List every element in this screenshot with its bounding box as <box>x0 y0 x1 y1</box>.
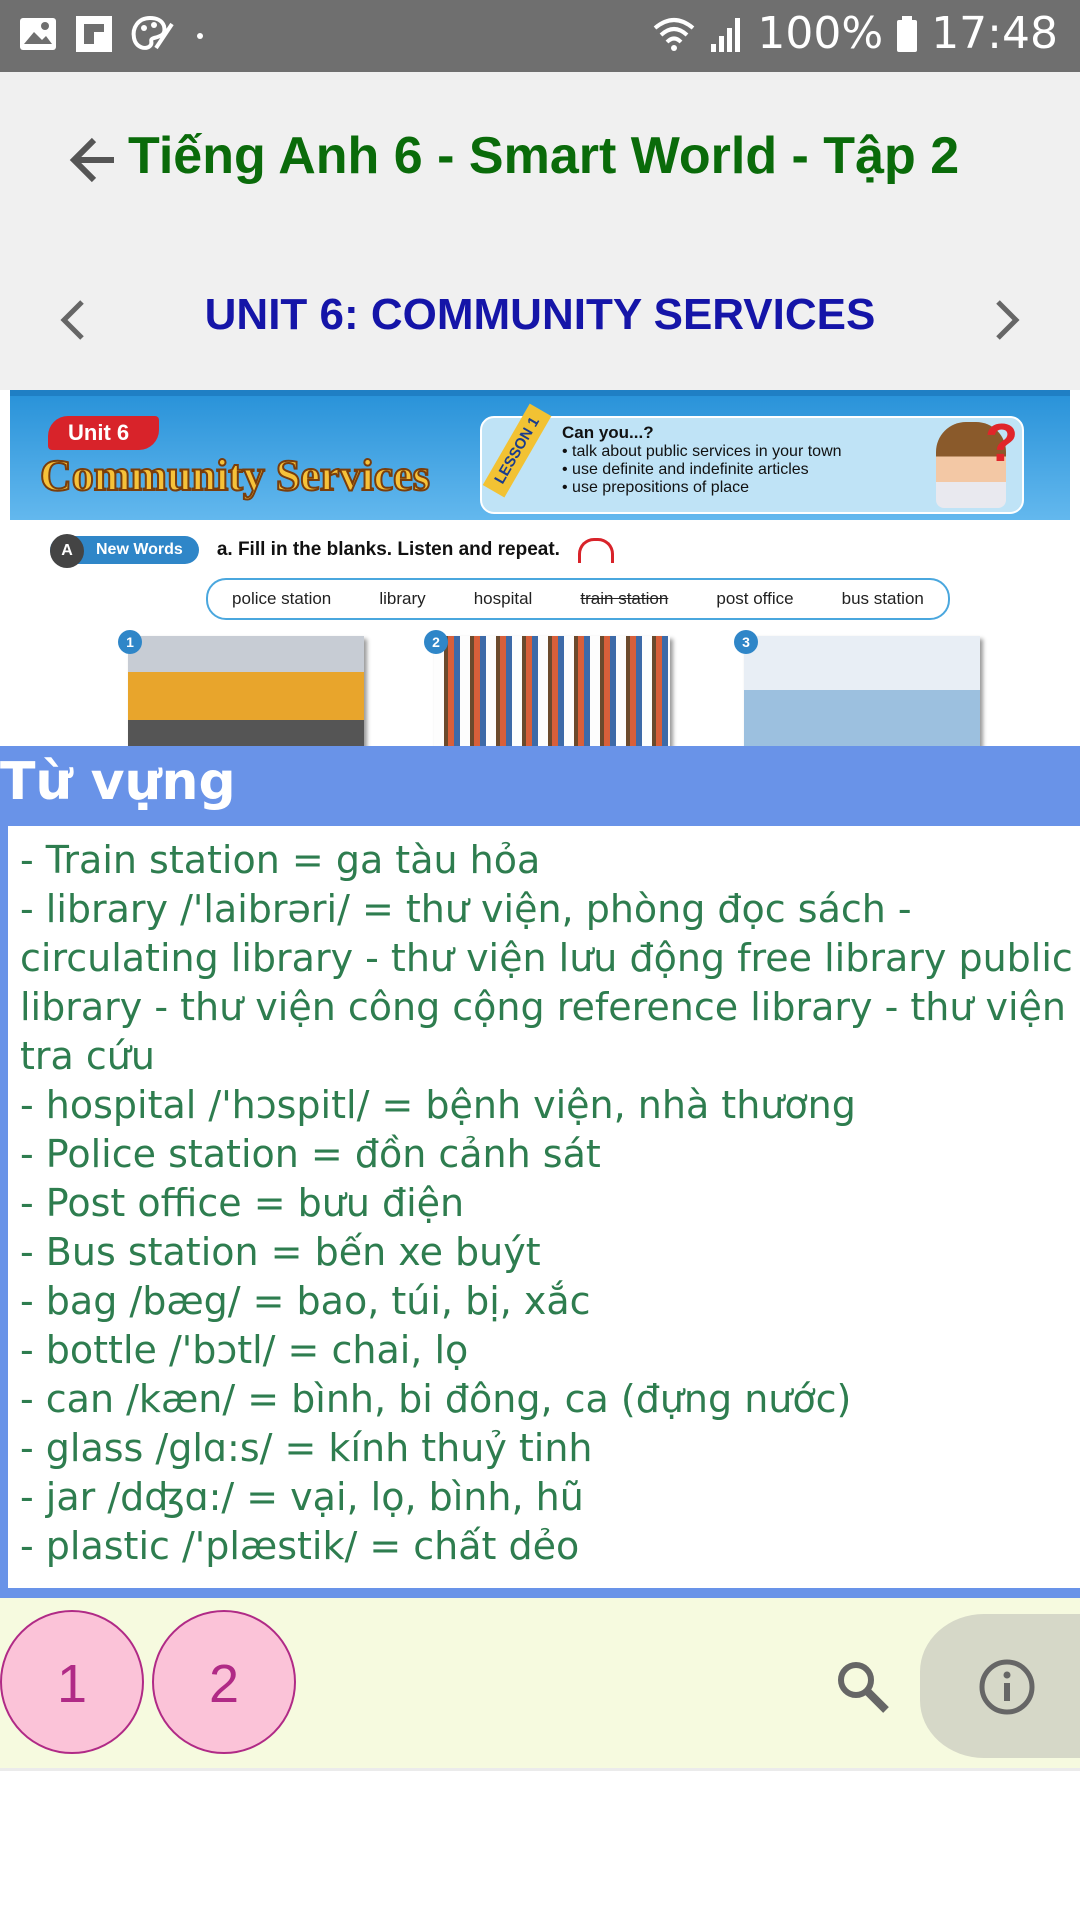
unit-tag: Unit 6 <box>48 416 159 450</box>
dot-icon <box>190 14 210 54</box>
vocab-header: Từ vựng <box>0 752 236 812</box>
flipboard-icon <box>74 14 114 54</box>
app-title: Tiếng Anh 6 - Smart World - Tập 2 <box>128 127 960 185</box>
vocab-panel <box>0 746 1080 1598</box>
vocab-line: - jar /dʤɑ:/ = vại, lọ, bình, hũ <box>20 1475 584 1519</box>
photo-number: 2 <box>424 630 448 654</box>
unit-banner <box>10 390 1070 520</box>
word-box <box>206 578 950 620</box>
word-box-item: bus station <box>841 589 924 608</box>
headphone-icon <box>578 538 614 563</box>
empty-bottom-area <box>0 1768 1080 1923</box>
lesson-tag: LESSON 1 <box>483 403 552 497</box>
unit-banner-title: Community Services <box>40 451 430 500</box>
vocab-list <box>8 826 1080 1571</box>
textbook-page-image <box>10 390 1070 746</box>
can-you-heading: Can you...? <box>562 423 654 442</box>
vocab-line: circulating library - thư viện lưu động free library public <box>20 936 1073 980</box>
new-words-label: A New Words <box>50 536 199 564</box>
vocab-line: - glass /glɑ:s/ = kính thuỷ tinh <box>20 1426 593 1470</box>
bottom-toolbar <box>0 1598 1080 1768</box>
vocab-line: - can /kæn/ = bình, bi đông, ca (đựng nước) <box>20 1377 852 1421</box>
word-box-item: library <box>379 589 426 608</box>
objective-item: use definite and indefinite articles <box>572 461 809 478</box>
system-status <box>651 8 1058 59</box>
vocab-line: tra cứu <box>20 1034 155 1078</box>
paint-palette-icon <box>130 14 174 54</box>
clock: 17:48 <box>931 8 1058 59</box>
question-mark-icon: ? <box>985 413 1018 473</box>
page-2-button[interactable]: 2 <box>152 1610 296 1754</box>
vocab-content[interactable] <box>8 826 1080 1588</box>
info-icon[interactable] <box>978 1658 1036 1716</box>
new-words-row <box>50 536 614 564</box>
wifi-icon <box>651 14 697 54</box>
library-photo <box>434 636 670 746</box>
vocab-line: - Post office = bưu điện <box>20 1181 465 1225</box>
hospital-photo <box>744 636 980 746</box>
vocab-line: - bottle /'bɔtl/ = chai, lọ <box>20 1328 469 1372</box>
signal-icon <box>709 14 745 54</box>
word-box-item: train station <box>580 589 669 608</box>
arrow-left-icon[interactable] <box>66 130 126 190</box>
exercise-instruction: a. Fill in the blanks. Listen and repeat. <box>216 539 560 560</box>
objective-item: talk about public services in your town <box>572 443 842 460</box>
search-icon[interactable] <box>832 1656 892 1716</box>
status-bar <box>0 0 1080 72</box>
page-1-button[interactable]: 1 <box>0 1610 144 1754</box>
battery-icon <box>895 14 919 54</box>
objectives-text: Can you...? • talk about public services in your town • use definite and indefinite articles • use prepositions of place <box>562 423 842 496</box>
lesson-objectives-box <box>480 413 1024 514</box>
gallery-icon <box>18 14 58 54</box>
unit-title: UNIT 6: COMMUNITY SERVICES <box>204 290 876 339</box>
word-box-item: hospital <box>473 589 533 608</box>
photo-number: 3 <box>734 630 758 654</box>
train-station-photo <box>128 636 364 746</box>
vocab-line: library - thư viện công cộng reference library - thư viện <box>20 985 1067 1029</box>
vocab-line: - Bus station = bến xe buýt <box>20 1230 541 1274</box>
vocab-line: - plastic /'plæstik/ = chất dẻo <box>20 1524 580 1568</box>
objective-item: use prepositions of place <box>572 479 750 496</box>
vocab-line: - bag /bæg/ = bao, túi, bị, xắc <box>20 1279 591 1323</box>
notification-icons <box>18 14 210 54</box>
word-box-item: police station <box>232 589 332 608</box>
vocab-line: - library /'laibrəri/ = thư viện, phòng đọc sách - <box>20 887 912 931</box>
vocab-line: - Police station = đồn cảnh sát <box>20 1132 601 1176</box>
vocab-line: - hospital /'hɔspitl/ = bệnh viện, nhà thương <box>20 1083 856 1127</box>
battery-percent: 100% <box>757 8 884 59</box>
app-bar <box>0 72 1080 390</box>
vocab-line: - Train station = ga tàu hỏa <box>20 838 541 882</box>
photo-number: 1 <box>118 630 142 654</box>
word-box-item: post office <box>716 589 794 608</box>
chevron-right-icon[interactable] <box>988 292 1028 348</box>
